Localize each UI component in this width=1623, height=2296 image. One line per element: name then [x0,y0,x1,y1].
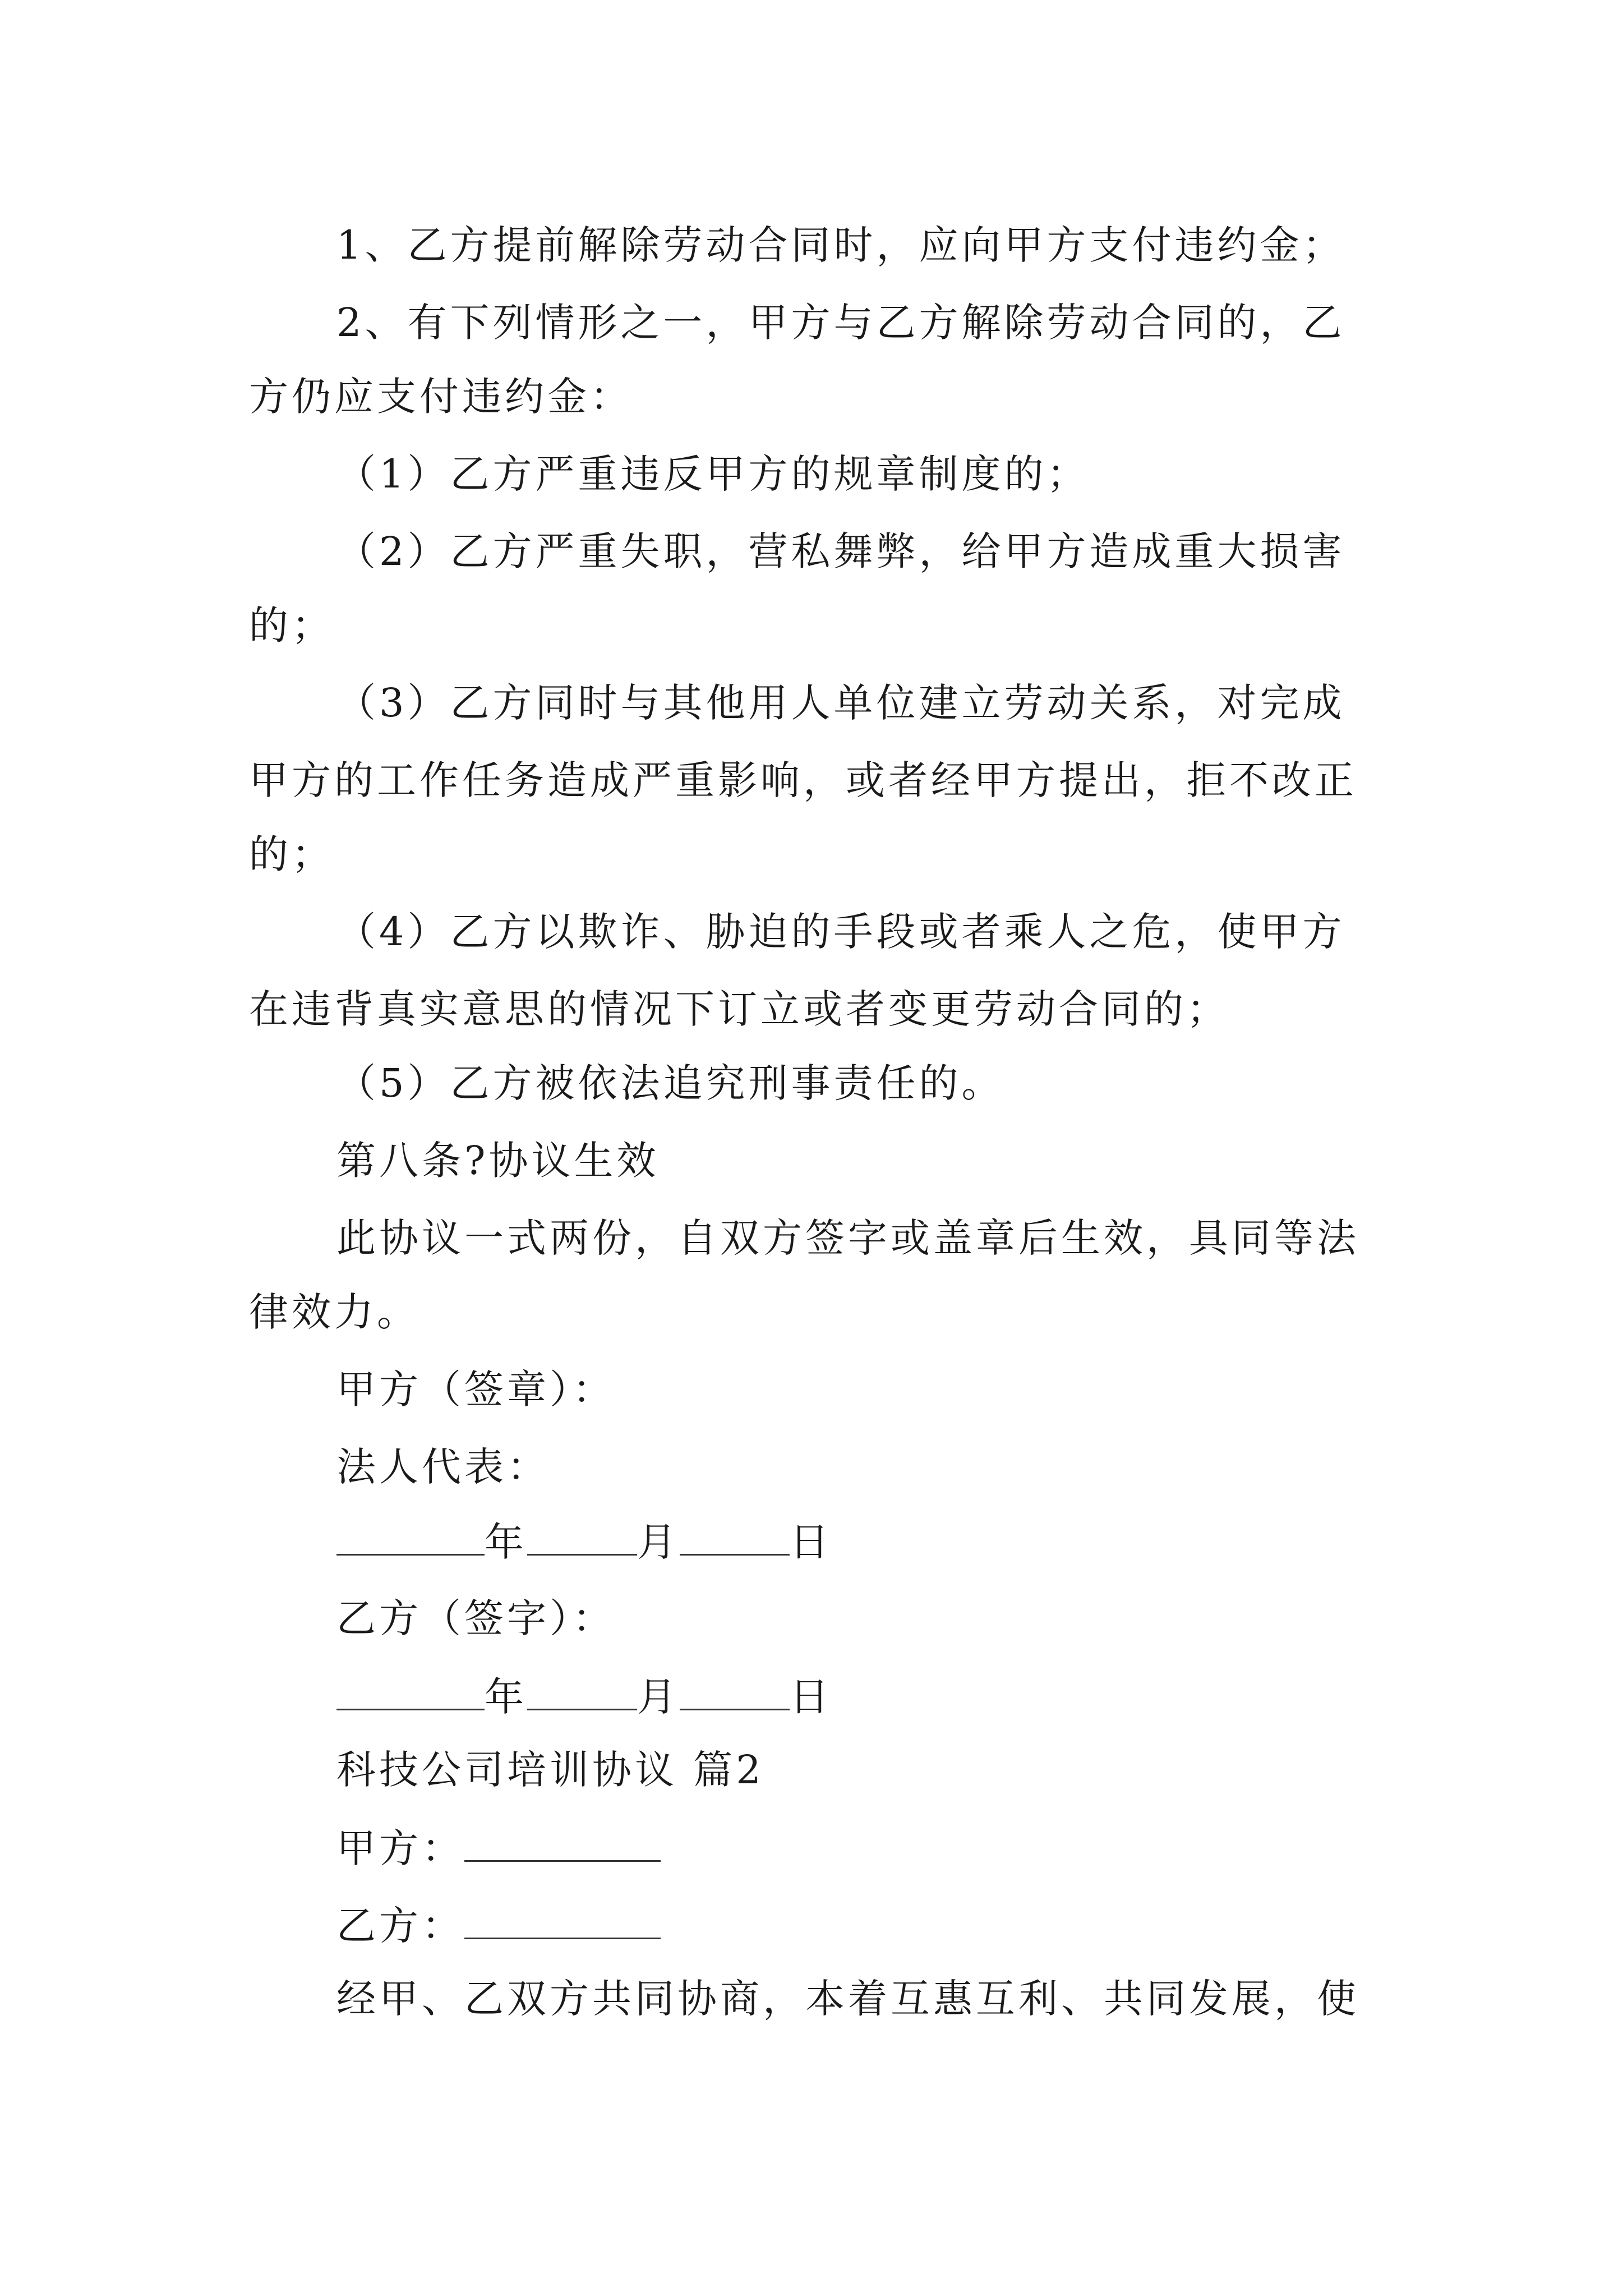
month-label: 月 [637,1674,680,1720]
document-title: 科技公司培训协议 篇2 [336,1747,764,1793]
list-item: （2）乙方严重失职，营私舞弊，给甲方造成重大损害 [336,528,1345,574]
year-blank [336,1676,485,1710]
legal-representative-label: 法人代表： [336,1444,550,1490]
year-label: 年 [485,1519,527,1565]
paragraph-line: 1、乙方提前解除劳动合同时，应向甲方支付违约金； [336,222,1345,268]
paragraph-line: 经甲、乙双方共同协商，本着互惠互利、共同发展，使 [336,1976,1359,2022]
paragraph-line: 2、有下列情形之一，甲方与乙方解除劳动合同的，乙 [336,300,1345,346]
paragraph-line: 律效力。 [249,1289,419,1335]
party-b-label: 乙方： [336,1903,464,1949]
list-item: （3）乙方同时与其他用人单位建立劳动关系，对完成 [336,680,1345,726]
paragraph-line: 甲方的工作任务造成严重影响，或者经甲方提出，拒不改正 [249,757,1357,803]
party-a-label: 甲方： [336,1825,464,1871]
year-label: 年 [485,1674,527,1720]
party-a-blank [464,1828,661,1862]
party-b-line [336,1903,661,1949]
month-blank [527,1521,637,1556]
day-blank [680,1676,790,1710]
date-line-party-a [336,1519,832,1565]
list-item: （5）乙方被依法追究刑事责任的。 [336,1060,1004,1106]
signature-label-party-b: 乙方（签字）： [336,1595,615,1641]
list-item: （4）乙方以欺诈、胁迫的手段或者乘人之危，使甲方 [336,909,1345,955]
day-blank [680,1521,790,1556]
signature-label-party-a: 甲方（签章）： [336,1366,615,1412]
month-label: 月 [637,1519,680,1565]
list-item: （1）乙方严重违反甲方的规章制度的； [336,451,1090,497]
year-blank [336,1521,485,1556]
month-blank [527,1676,637,1710]
party-b-blank [464,1905,661,1939]
day-label: 日 [790,1519,832,1565]
paragraph-line: 此协议一式两份，自双方签字或盖章后生效，具同等法 [336,1215,1359,1261]
paragraph-line: 的； [249,602,334,648]
paragraph-line: 方仍应支付违约金： [249,374,633,420]
date-line-party-b [336,1674,832,1720]
party-a-line [336,1825,661,1871]
paragraph-line: 的； [249,831,334,877]
paragraph-line: 在违背真实意思的情况下订立或者变更劳动合同的； [249,986,1229,1032]
section-heading: 第八条?协议生效 [336,1138,660,1184]
day-label: 日 [790,1674,832,1720]
